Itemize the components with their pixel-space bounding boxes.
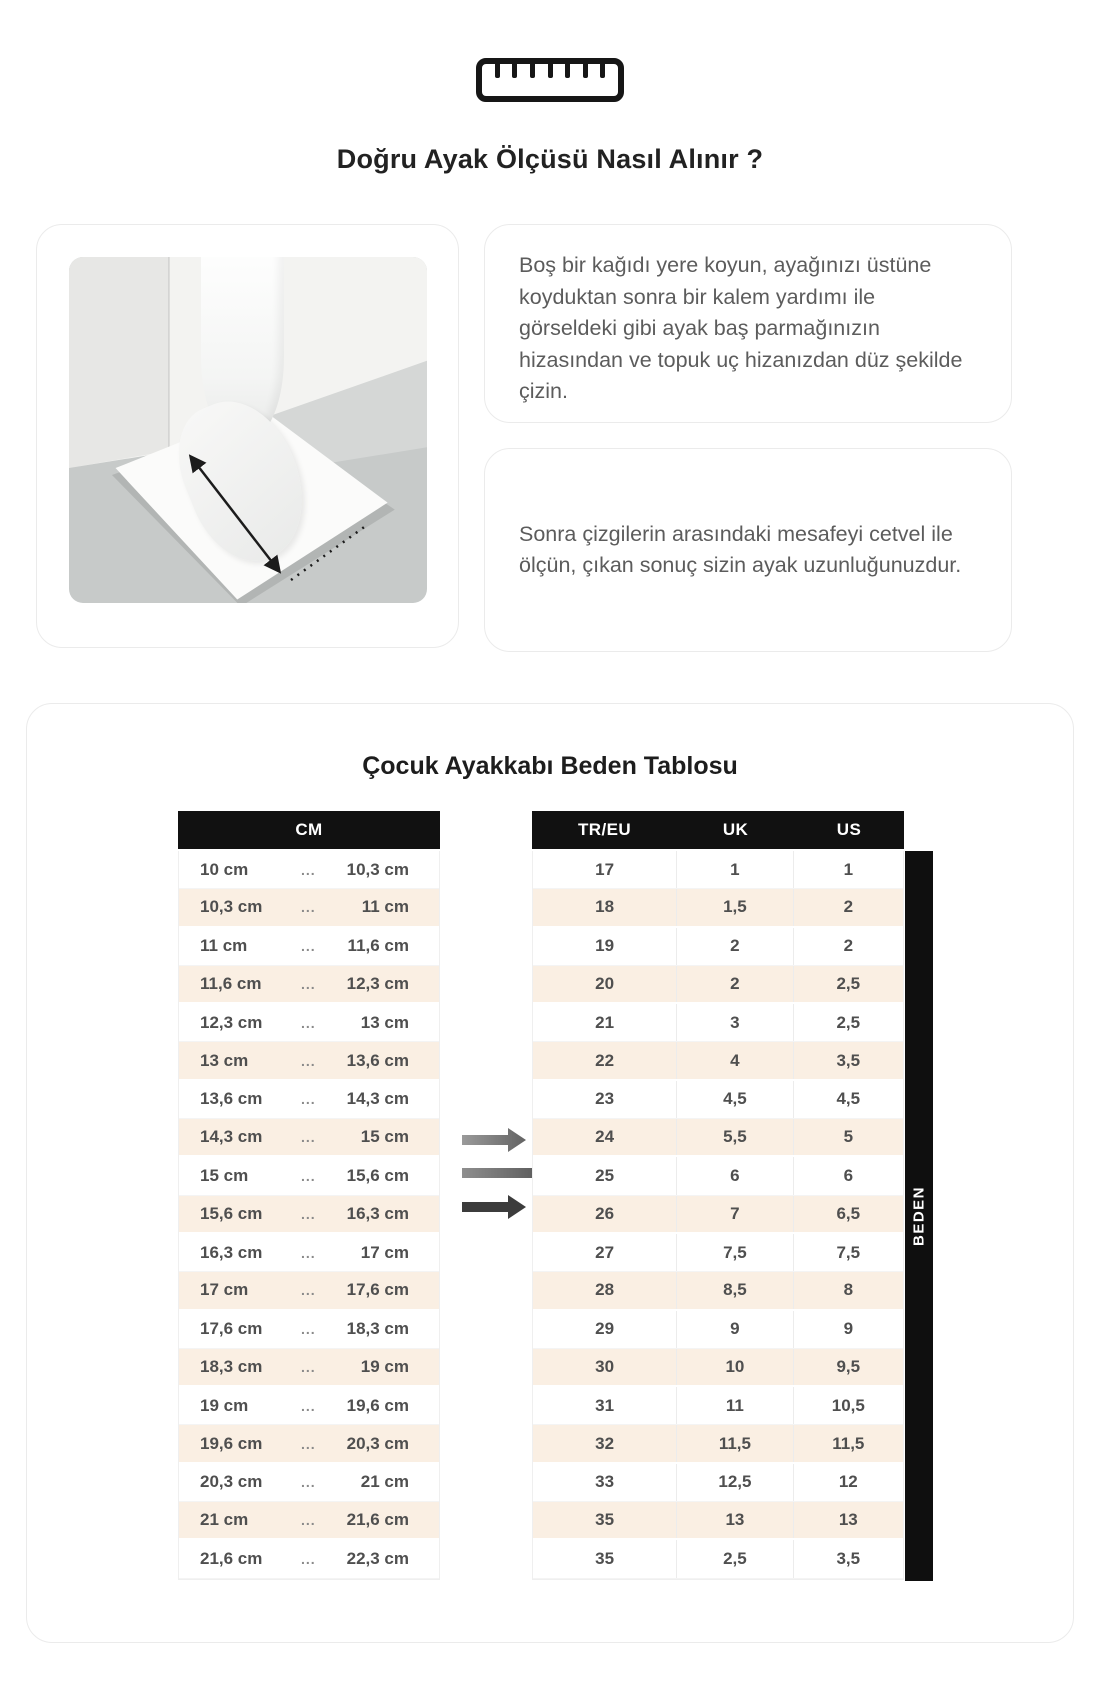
tr-eu-value: 18	[533, 889, 677, 925]
cm-table-header: CM	[178, 811, 440, 849]
arrow-top	[462, 1128, 526, 1152]
foot-measure-photo	[69, 257, 427, 603]
us-value: 9,5	[836, 1357, 861, 1376]
uk-value: 6	[677, 1157, 793, 1194]
uk-value: 5,5	[677, 1119, 793, 1155]
size-column-header: TR/EU	[578, 820, 631, 839]
uk-value: 11,5	[677, 1425, 793, 1461]
us-value: 2,5	[836, 974, 861, 994]
tr-eu-value: 20	[533, 966, 677, 1002]
us-value: 7,5	[836, 1242, 861, 1262]
ruler-tick	[600, 64, 605, 78]
cm-table-row	[179, 851, 439, 889]
size-table-header	[532, 811, 904, 849]
cm-to-value: 18,3 cm	[346, 1319, 409, 1339]
size-table-row	[533, 851, 903, 889]
cm-to-value: 22,3 cm	[346, 1548, 409, 1568]
instruction-step-1: Boş bir kağıdı yere koyun, ayağınızı üstüne koyduktan sonra bir kalem yardımı ile görseldeki gibi ayak baş parmağınızın hizasından ve topuk uç hizanızdan düz şekilde çizin.	[519, 253, 963, 403]
ruler-tick	[565, 64, 570, 78]
uk-value: 8,5	[677, 1272, 793, 1308]
range-separator: ...	[300, 1244, 316, 1261]
cm-to-value: 15,6 cm	[346, 1166, 409, 1186]
us-value: 5	[843, 1127, 854, 1147]
size-table-row	[533, 1234, 903, 1272]
ruler-tick	[495, 64, 500, 78]
range-separator: ...	[300, 1168, 316, 1185]
cm-to-value: 21 cm	[360, 1472, 409, 1492]
cm-table-row	[179, 1425, 439, 1463]
cm-to-value: 11,6 cm	[347, 936, 409, 956]
range-separator: ...	[300, 1282, 316, 1299]
cm-table-row	[179, 1004, 439, 1042]
us-value: 13	[838, 1510, 858, 1530]
range-separator: ...	[300, 1129, 316, 1146]
foot-measure-photo-card	[36, 224, 459, 648]
cm-to-value: 17,6 cm	[346, 1280, 409, 1300]
cm-table-row	[179, 1387, 439, 1425]
uk-value: 7,5	[677, 1234, 793, 1271]
tr-eu-value: 23	[533, 1081, 677, 1118]
size-table-row	[533, 1081, 903, 1119]
us-value: 6,5	[836, 1203, 861, 1223]
tr-eu-value: 33	[533, 1464, 677, 1501]
uk-value: 1,5	[677, 889, 793, 925]
size-table-row	[533, 1349, 903, 1387]
cm-table-row	[179, 889, 439, 927]
us-value: 4,5	[836, 1089, 861, 1109]
cm-from-value: 13,6 cm	[200, 1089, 263, 1109]
cm-table-row	[179, 928, 439, 966]
size-chart-title: Çocuk Ayakkabı Beden Tablosu	[362, 752, 738, 780]
cm-table-row	[179, 966, 439, 1004]
cm-from-value: 21 cm	[200, 1510, 249, 1530]
tr-eu-value: 30	[533, 1349, 677, 1385]
range-separator: ...	[300, 1091, 316, 1108]
cm-from-value: 10 cm	[200, 859, 249, 879]
tr-eu-value: 25	[533, 1157, 677, 1194]
size-table-row	[533, 1311, 903, 1349]
cm-to-value: 12,3 cm	[346, 974, 409, 994]
tr-eu-value: 35	[533, 1502, 677, 1538]
size-table-row	[533, 1387, 903, 1425]
uk-value: 3	[677, 1004, 793, 1041]
size-table-row	[533, 1425, 903, 1463]
measurement-arrow-icon	[69, 257, 427, 603]
cm-to-value: 19 cm	[360, 1357, 409, 1376]
tr-eu-value: 19	[533, 928, 677, 965]
us-value: 12	[838, 1472, 858, 1492]
size-table-row	[533, 1502, 903, 1540]
cm-table-row	[179, 1234, 439, 1272]
cm-from-value: 19 cm	[200, 1395, 249, 1415]
cm-from-value: 12,3 cm	[200, 1012, 263, 1032]
us-value: 8	[843, 1280, 854, 1300]
range-separator: ...	[300, 899, 316, 916]
cm-to-value: 11 cm	[361, 897, 409, 917]
ruler-tick	[583, 64, 588, 78]
cm-from-value: 18,3 cm	[200, 1357, 263, 1376]
size-table	[532, 811, 904, 1580]
tr-eu-value: 24	[533, 1119, 677, 1155]
cm-from-value: 17 cm	[200, 1280, 249, 1300]
ruler-tick	[512, 64, 517, 78]
cm-to-value: 15 cm	[360, 1127, 409, 1147]
ruler-tick	[548, 64, 553, 78]
us-value: 10,5	[831, 1395, 865, 1415]
size-column-header: UK	[722, 820, 749, 839]
instruction-card-1	[484, 224, 1012, 423]
cm-from-value: 17,6 cm	[200, 1319, 263, 1339]
cm-to-value: 17 cm	[360, 1242, 409, 1262]
cm-from-value: 21,6 cm	[200, 1548, 263, 1568]
us-value: 1	[843, 859, 854, 879]
size-table-rows	[532, 851, 904, 1580]
uk-value: 2	[677, 966, 793, 1002]
cm-table-row	[179, 1464, 439, 1502]
cm-to-value: 19,6 cm	[346, 1395, 409, 1415]
uk-value: 4	[677, 1042, 793, 1078]
tr-eu-value: 28	[533, 1272, 677, 1308]
instruction-cards	[484, 224, 1012, 652]
us-value: 2,5	[836, 1012, 861, 1032]
us-value: 2	[843, 936, 854, 956]
us-value: 2	[843, 897, 854, 917]
uk-value: 13	[677, 1502, 793, 1538]
cm-to-value: 14,3 cm	[346, 1089, 409, 1109]
uk-value: 11	[677, 1387, 793, 1424]
range-separator: ...	[300, 1014, 316, 1031]
page-title: Doğru Ayak Ölçüsü Nasıl Alınır ?	[336, 144, 764, 174]
range-separator: ...	[300, 1397, 316, 1414]
cm-from-value: 19,6 cm	[200, 1433, 263, 1453]
size-chart-card	[26, 703, 1074, 1643]
cm-table-row	[179, 1042, 439, 1080]
tr-eu-value: 29	[533, 1311, 677, 1348]
ruler-icon	[476, 58, 624, 102]
cm-to-value: 13 cm	[360, 1012, 409, 1032]
size-table-row	[533, 928, 903, 966]
tr-eu-value: 17	[533, 851, 677, 888]
instruction-step-2: Sonra çizgilerin arasındaki mesafeyi cetvel ile ölçün, çıkan sonuç sizin ayak uzunluğunuzdur.	[519, 521, 962, 577]
size-table-row	[533, 1042, 903, 1080]
cm-table-row	[179, 1502, 439, 1540]
range-separator: ...	[300, 1512, 316, 1529]
cm-to-value: 13,6 cm	[346, 1050, 409, 1070]
range-separator: ...	[300, 1474, 316, 1491]
us-value: 6	[843, 1166, 854, 1186]
howto-section	[36, 224, 1100, 652]
cm-table-rows	[178, 851, 440, 1580]
cm-from-value: 13 cm	[200, 1050, 249, 1070]
range-separator: ...	[300, 1550, 316, 1567]
size-table-row	[533, 1157, 903, 1195]
size-table-row	[533, 889, 903, 927]
cm-table-row	[179, 1119, 439, 1157]
arrow-bottom	[462, 1195, 526, 1219]
tr-eu-value: 21	[533, 1004, 677, 1041]
cm-to-value: 21,6 cm	[346, 1510, 409, 1530]
us-value: 3,5	[836, 1548, 861, 1568]
cm-to-value: 20,3 cm	[346, 1433, 409, 1453]
tr-eu-value: 32	[533, 1425, 677, 1461]
cm-table-row	[179, 1349, 439, 1387]
range-separator: ...	[300, 1052, 316, 1069]
us-value: 11,5	[832, 1433, 865, 1453]
range-separator: ...	[300, 976, 316, 993]
cm-table-row	[179, 1540, 439, 1578]
cm-table	[178, 811, 440, 1580]
uk-value: 2	[677, 928, 793, 965]
size-table-row	[533, 1119, 903, 1157]
cm-table-row	[179, 1311, 439, 1349]
size-table-row	[533, 966, 903, 1004]
uk-value: 4,5	[677, 1081, 793, 1118]
tr-eu-value: 22	[533, 1042, 677, 1078]
cm-to-value: 10,3 cm	[346, 859, 409, 879]
uk-value: 7	[677, 1196, 793, 1232]
cm-from-value: 10,3 cm	[200, 897, 263, 917]
cm-to-value: 16,3 cm	[346, 1203, 409, 1223]
cm-from-value: 20,3 cm	[200, 1472, 263, 1492]
range-separator: ...	[300, 1321, 316, 1338]
tr-eu-value: 26	[533, 1196, 677, 1232]
uk-value: 12,5	[677, 1464, 793, 1501]
tr-eu-value: 31	[533, 1387, 677, 1424]
cm-table-row	[179, 1196, 439, 1234]
size-table-row	[533, 1272, 903, 1310]
uk-value: 10	[677, 1349, 793, 1385]
range-separator: ...	[300, 1205, 316, 1222]
range-separator: ...	[300, 861, 316, 878]
cm-from-value: 11,6 cm	[200, 974, 262, 994]
range-separator: ...	[300, 938, 316, 955]
cm-from-value: 15,6 cm	[200, 1203, 263, 1223]
size-table-row	[533, 1004, 903, 1042]
cm-from-value: 11 cm	[200, 936, 248, 956]
instruction-card-2	[484, 448, 1012, 652]
tr-eu-value: 35	[533, 1540, 677, 1577]
cm-table-row	[179, 1081, 439, 1119]
cm-from-value: 15 cm	[200, 1166, 249, 1186]
uk-value: 1	[677, 851, 793, 888]
size-table-row	[533, 1196, 903, 1234]
beden-side-label: BEDEN	[905, 851, 933, 1581]
range-separator: ...	[300, 1359, 316, 1375]
us-value: 9	[843, 1319, 854, 1339]
us-value: 3,5	[836, 1050, 861, 1070]
cm-table-row	[179, 1272, 439, 1310]
ruler-tick	[530, 64, 535, 78]
cm-from-value: 16,3 cm	[200, 1242, 263, 1262]
size-table-row	[533, 1464, 903, 1502]
range-separator: ...	[300, 1435, 316, 1452]
size-table-row	[533, 1540, 903, 1578]
uk-value: 9	[677, 1311, 793, 1348]
uk-value: 2,5	[677, 1540, 793, 1577]
cm-from-value: 14,3 cm	[200, 1127, 263, 1147]
size-column-header: US	[836, 820, 862, 839]
tr-eu-value: 27	[533, 1234, 677, 1271]
cm-table-row	[179, 1157, 439, 1195]
